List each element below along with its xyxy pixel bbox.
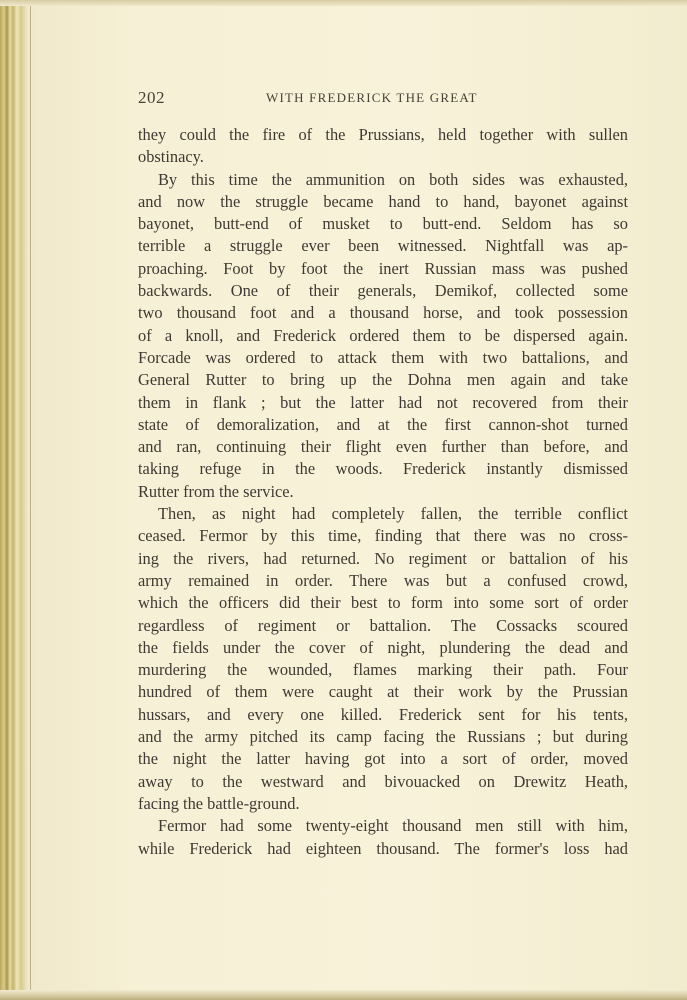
binding-divider [30,0,31,1000]
text-line: Fermor had some twenty-eight thousand men still with him, [158,816,628,836]
text-line: terrible a struggle ever been witnessed. Nightfall was ap- [138,236,628,256]
text-line: hundred of them were caught at their work by the Prussian [138,682,628,702]
page-header [138,88,628,110]
running-head: WITH FREDERICK THE GREAT [266,90,478,105]
text-line: army remained in order. There was but a confused crowd, [138,570,628,590]
text-line: regardless of regiment or battalion. The Cossacks scoured [138,615,628,635]
text-line: murdering the wounded, flames marking their path. Four [138,660,628,680]
text-line: ing the rivers, had returned. No regiment or battalion of his [138,548,628,568]
text-line: backwards. One of their generals, Demikof, collected some [138,281,628,301]
page-top-edge [0,0,687,6]
text-line: away to the westward and bivouacked on Drewitz Heath, [138,771,628,791]
text-line: facing the battle-ground. [138,793,300,813]
text-line: Then, as night had completely fallen, the terrible conflict [158,504,628,524]
text-line: them in flank ; but the latter had not recovered from their [138,392,628,412]
text-line: General Rutter to bring up the Dohna men again and take [138,370,628,390]
text-line: and ran, continuing their flight even further than before, and [138,437,628,457]
text-line: taking refuge in the woods. Frederick instantly dismissed [138,459,628,479]
text-line: they could the fire of the Prussians, held together with sullen [138,125,628,144]
text-line: By this time the ammunition on both sides was exhausted, [158,169,628,189]
text-line: Forcade was ordered to attack them with two battalions, and [138,347,628,367]
text-line: ceased. Fermor by this time, finding that there was no cross- [138,526,628,546]
text-line: hussars, and every one killed. Frederick sent for his tents, [138,704,628,724]
body-text [138,124,628,860]
text-line: Rutter from the service. [138,481,294,501]
book-binding [0,0,30,1000]
text-line: of a knoll, and Frederick ordered them to be dispersed again. [138,325,628,345]
text-line: obstinacy. [138,147,204,167]
text-line: two thousand foot and a thousand horse, and took possession [138,303,628,323]
text-line: and now the struggle became hand to hand, bayonet against [138,191,628,211]
page-bottom-edge [0,990,687,1000]
text-line: state of demoralization, and at the first cannon-shot turned [138,414,628,434]
text-line: proaching. Foot by foot the inert Russian mass was pushed [138,258,628,278]
text-line: the fields under the cover of night, plundering the dead and [138,637,628,657]
text-line: while Frederick had eighteen thousand. The former's loss had [138,838,628,858]
text-line: and the army pitched its camp facing the Russians ; but during [138,727,628,747]
text-line: which the officers did their best to form into some sort of order [138,593,628,613]
page-number: 202 [138,88,165,107]
text-line: the night the latter having got into a sort of order, moved [138,749,628,769]
text-line: bayonet, butt-end of musket to butt-end. Seldom has so [138,214,628,234]
